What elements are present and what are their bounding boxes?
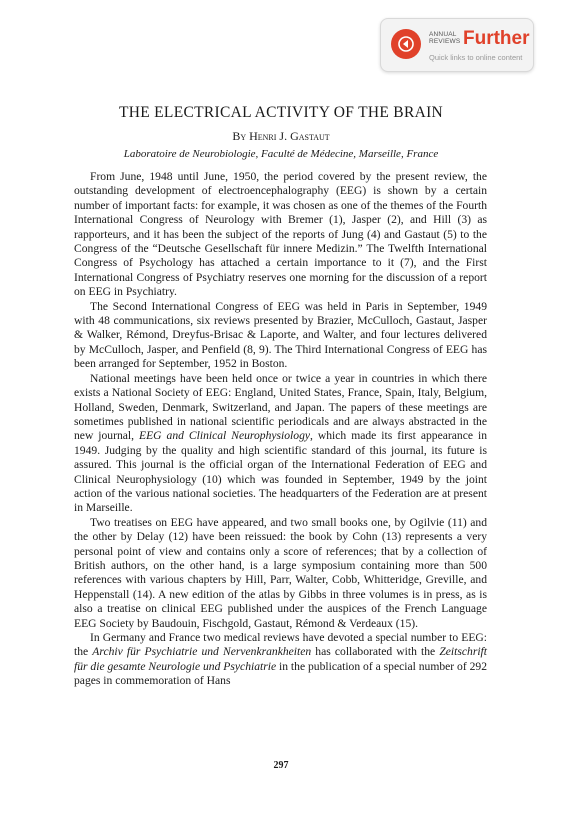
paragraph: From June, 1948 until June, 1950, the period covered by the present review, the outstanding development of electroencephalography (EEG) is shown by a certain number of important facts: for example, it was chosen as one of the themes of the Fourth International Congress of Neurology with Bremer (1), Jasper (2), and Hill (3) as rapporteurs, and it has been the subject of the reports of Jung (4) and Gastaut (5) to the Congress of the “Deutsche Gesellschaft für innere Medizin.” The Twelfth International Congress of Psychology has attached a certain importance to it (7), and the First International Congress of Psychiatry reserves one morning for the discussion of a report on EEG in Psychiatry. bbox=[74, 170, 487, 299]
page-number: 297 bbox=[273, 760, 289, 771]
journal-title: Archiv für Psychiatrie und Nervenkrankheiten bbox=[92, 645, 312, 659]
play-arrow-icon bbox=[391, 29, 421, 59]
annual-reviews-further-banner[interactable] bbox=[380, 18, 534, 72]
paragraph: In Germany and France two medical reviews have devoted a special number to EEG: the Archiv für Psychiatrie und Nervenkrankheiten has collaborated with the Zeitschrift für die gesamte Neurologie und Psychiatrie in the publication of a special number of 292 pages in commemoration of Hans bbox=[74, 631, 487, 688]
paragraph: The Second International Congress of EEG was held in Paris in September, 1949 with 48 communications, six reviews presented by Brazier, McCulloch, Gastaut, Jasper & Walker, Rémond, Dreyfus-Brisac & Laporte, and Walter, and four lectures delivered by McCulloch, Jasper, and Penfield (8, 9). The Third International Congress of EEG has been arranged for September, 1952 in Boston. bbox=[74, 299, 487, 371]
author-line: By Henri J. Gastaut bbox=[232, 129, 330, 143]
article-title: THE ELECTRICAL ACTIVITY OF THE BRAIN bbox=[118, 104, 444, 121]
affiliation-line: Laboratoire de Neurobiologie, Faculté de Médecine, Marseille, France bbox=[123, 148, 439, 160]
paragraph: Two treatises on EEG have appeared, and two small books one, by Ogilvie (11) and the other by Delay (12) have been reissued: the book by Cohn (13) represents a very personal point of view and contains only a score of references; that by a collection of British authors, on the other hand, is a large symposium containing more than 500 references with various chapters by Hill, Parr, Walter, Cobb, Whitteridge, Greville, and Heppenstall (14). A new edition of the atlas by Gibbs in three volumes is in press, as is also a treatise on clinical EEG published under the auspices of the French Language EEG Society by Baudouin, Fischgold, Gastaut, Rémond & Verdeaux (15). bbox=[74, 515, 487, 630]
banner-subtitle: Quick links to online content bbox=[429, 53, 523, 62]
journal-title: Zeitschrift für die gesamte Neurologie und Psychiatrie bbox=[74, 645, 487, 673]
further-label: Further bbox=[463, 28, 530, 49]
article-body bbox=[74, 170, 487, 689]
journal-title: EEG and Clinical Neurophysiology bbox=[139, 429, 311, 443]
annual-reviews-label: ANNUAL REVIEWS bbox=[429, 31, 461, 45]
paragraph: National meetings have been held once or twice a year in countries in which there exists a National Society of EEG: England, United States, France, Spain, Italy, Belgium, Holland, Sweden, Denmark, Switzerland, and Japan. The papers of these meetings are sometimes published in national scientific periodicals and are always abstracted in the new journal, EEG and Clinical Neurophysiology, which made its first appearance in 1949. Judging by the quality and high scientific standard of this journal, its future is assured. This journal is the official organ of the International Federation of EEG and Clinical Neurophysiology (10) which was founded in September, 1949 by the joint action of the various national societies. The headquarters of the Federation are at present in Marseille. bbox=[74, 371, 487, 515]
